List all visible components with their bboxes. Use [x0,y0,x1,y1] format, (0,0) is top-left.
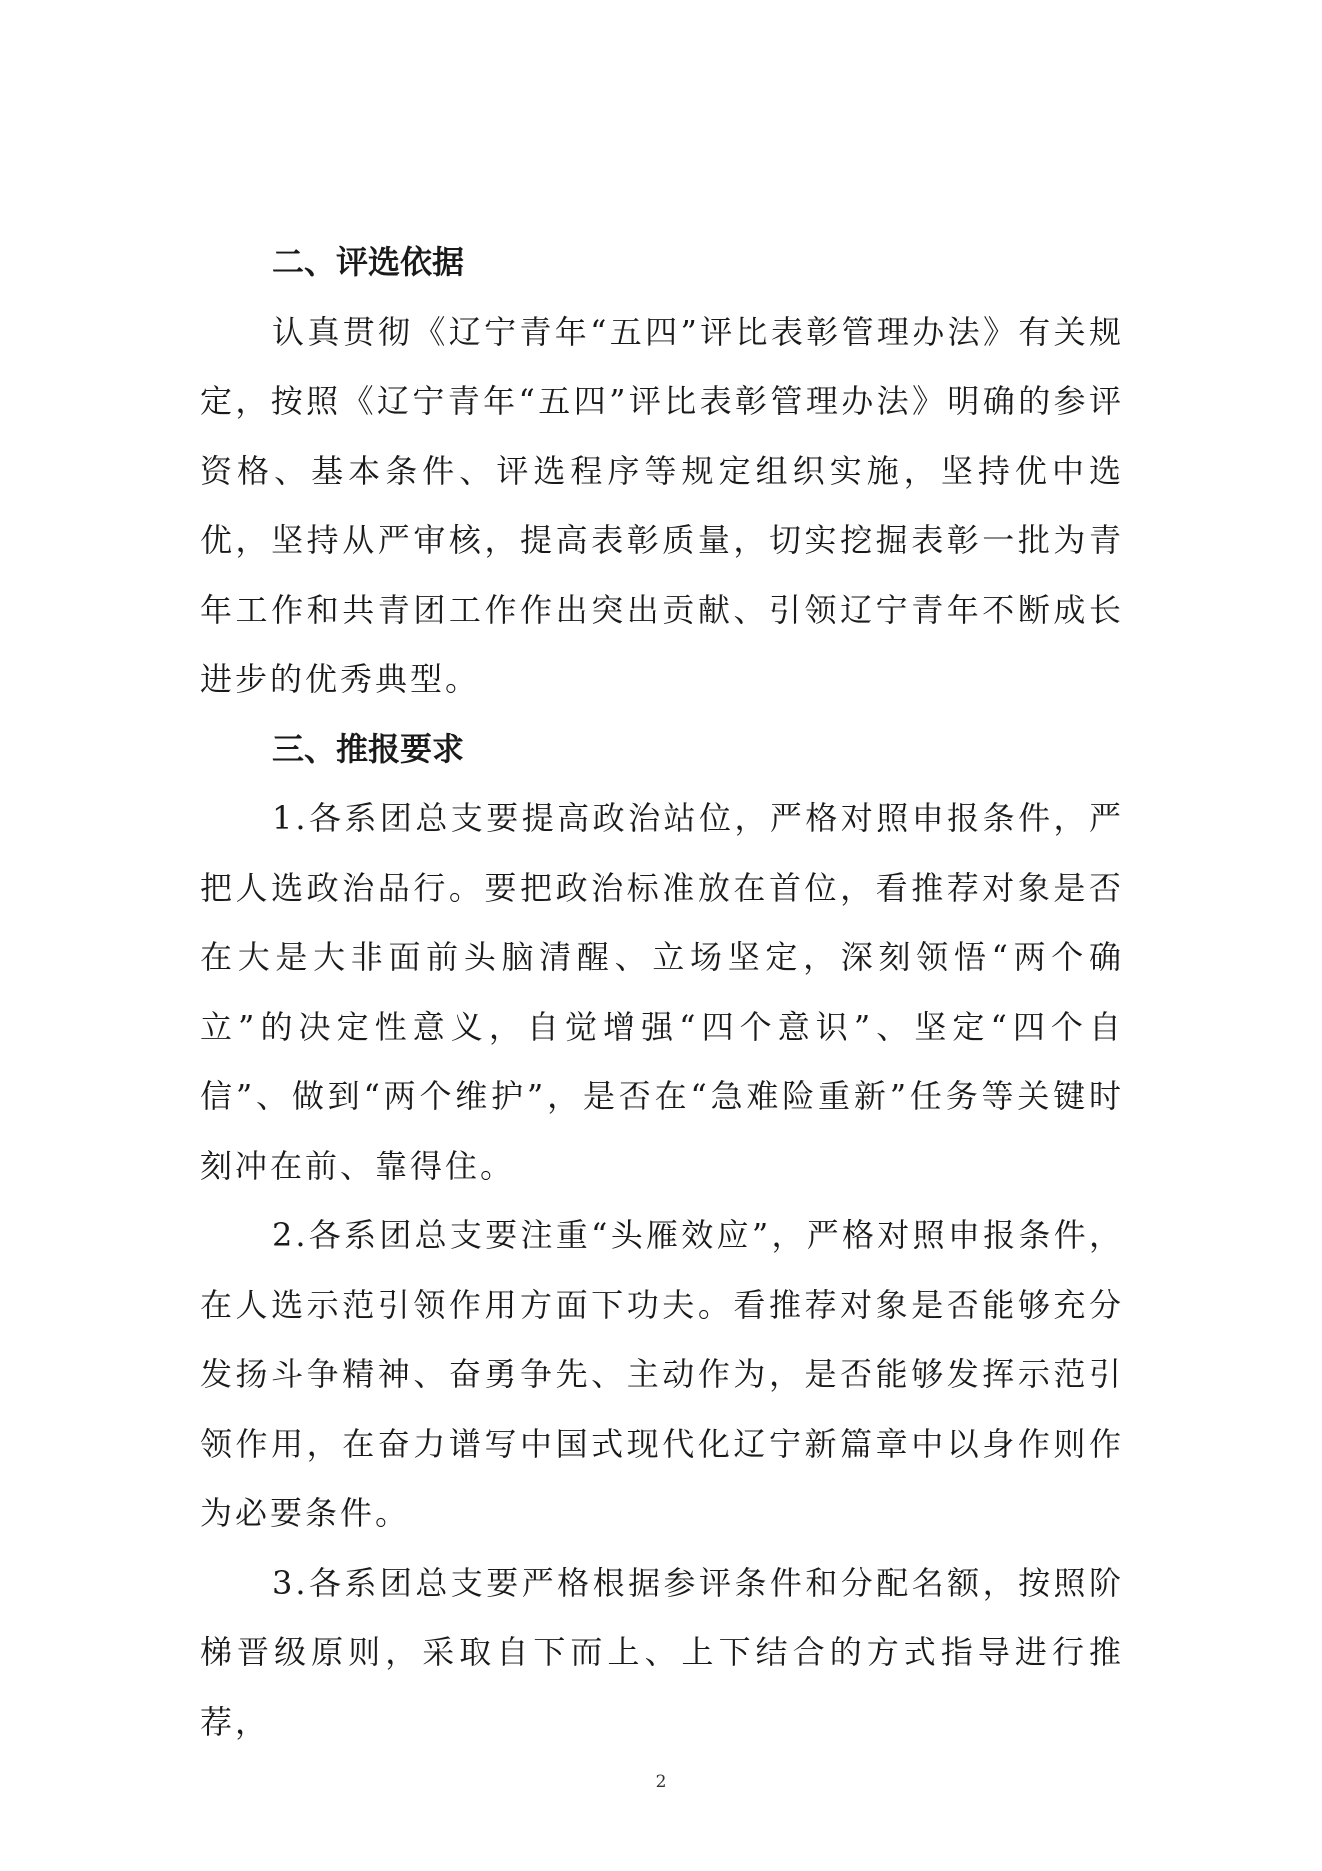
page-number: 2 [655,1772,667,1792]
section-heading-nomination-requirements: 三、推报要求 [272,729,465,768]
paragraph-requirement-2: 2.各系团总支要注重“头雁效应”，严格对照申报条件，在人选示范引领作用方面下功夫。看推荐对象是否能够充分发扬斗争精神、奋勇争先、主动作为，是否能够发挥示范引领作用，在奋力谱写中国式现代化辽宁新篇章中以身作则作为必要条件。 [200,1216,1124,1532]
paragraph-requirement-1: 1.各系团总支要提高政治站位，严格对照申报条件，严把人选政治品行。要把政治标准放在首位，看推荐对象是否在大是大非面前头脑清醒、立场坚定，深刻领悟“两个确立”的决定性意义，自觉增强“四个意识”、坚定“四个自信”、做到“两个维护”，是否在“急难险重新”任务等关键时刻冲在前、靠得住。 [200,799,1124,1185]
page-content [200,228,1124,1757]
paragraph-evaluation-basis: 认真贯彻《辽宁青年“五四”评比表彰管理办法》有关规定，按照《辽宁青年“五四”评比表彰管理办法》明确的参评资格、基本条件、评选程序等规定组织实施，坚持优中选优，坚持从严审核，提高表彰质量，切实挖掘表彰一批为青年工作和共青团工作作出突出贡献、引领辽宁青年不断成长进步的优秀典型。 [200,312,1124,698]
section-heading-evaluation-basis: 二、评选依据 [272,243,465,281]
paragraph-requirement-3: 3.各系团总支要严格根据参评条件和分配名额，按照阶梯晋级原则，采取自下而上、上下结合的方式指导进行推荐， [200,1563,1124,1741]
